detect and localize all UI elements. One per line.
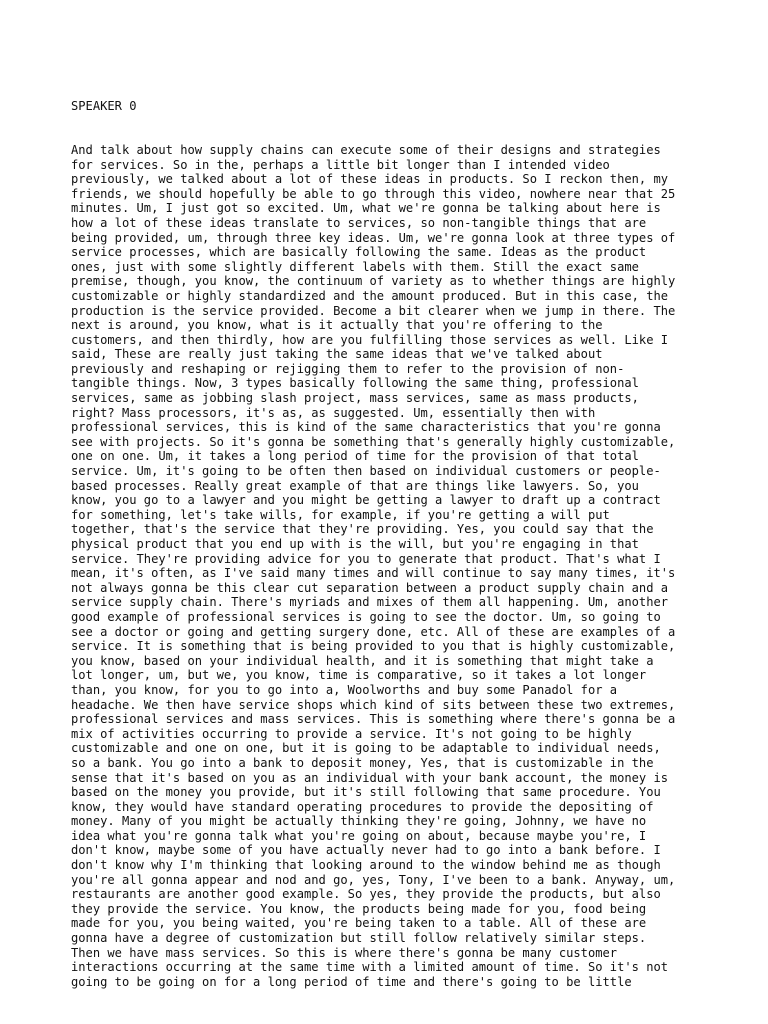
transcript-line: physical product that you end up with is the will, but you're engaging in that bbox=[71, 537, 639, 551]
transcript-line: know, they would have standard operating procedures to provide the depositing of bbox=[71, 799, 654, 814]
transcript-line: ones, just with some slightly different labels with them. Still the exact same bbox=[71, 259, 639, 274]
transcript-line: service. It is something that is being provided to you that is highly customizable, bbox=[71, 639, 676, 654]
transcript-line: previously, we talked about a lot of these ideas in products. So I reckon then, my bbox=[71, 172, 669, 187]
transcript-line: based on the money you provide, but it's still following that same procedure. You bbox=[71, 785, 661, 800]
transcript-line: right? Mass processors, it's as, as suggested. Um, essentially then with bbox=[71, 405, 596, 420]
transcript-line: production is the service provided. Become a bit clearer when we jump in there. The bbox=[71, 303, 676, 318]
transcript-line: idea what you're gonna talk what you're going on about, because maybe you're, I bbox=[71, 828, 647, 843]
transcript-line: previously and reshaping or rejigging them to refer to the provision of non- bbox=[71, 361, 625, 376]
transcript-line: services, same as jobbing slash project, mass services, same as mass products, bbox=[71, 391, 639, 406]
transcript-line: service. Um, it's going to be often then based on individual customers or people- bbox=[71, 464, 661, 479]
transcript-line: together, that's the service that they're providing. Yes, you could say that the bbox=[71, 522, 654, 537]
transcript-line: made for you, you being waited, you're being taken to a table. All of these are bbox=[71, 916, 647, 931]
transcript-line: lot longer, um, but we, you know, time is comparative, so it takes a lot longer bbox=[71, 668, 647, 683]
transcript-line: mix of activities occurring to provide a service. It's not going to be highly bbox=[71, 726, 632, 741]
transcript-line: service. They're providing advice for you to generate that product. That's what I bbox=[71, 551, 661, 566]
transcript-line: gonna have a degree of customization but still follow relatively similar steps. bbox=[71, 931, 647, 946]
transcript-line: professional services, this is kind of the same characteristics that you're gonna bbox=[71, 420, 661, 435]
transcript-line: one on one. Um, it takes a long period of time for the provision of that total bbox=[71, 449, 639, 464]
speaker-label: SPEAKER 0 bbox=[71, 99, 137, 114]
transcript-line: headache. We then have service shops which kind of sits between these two extremes, bbox=[71, 697, 676, 712]
transcript-line: premise, though, you know, the continuum of variety as to whether things are highly bbox=[71, 274, 676, 289]
transcript-line: minutes. Um, I just got so excited. Um, what we're gonna be talking about here is bbox=[71, 201, 661, 216]
transcript-line: friends, we should hopefully be able to go through this video, nowhere near that 25 bbox=[71, 186, 676, 201]
transcript-line: see with projects. So it's gonna be something that's generally highly customizable, bbox=[71, 434, 676, 449]
transcript-line: service supply chain. There's myriads and mixes of them all happening. Um, another bbox=[71, 595, 669, 610]
transcript-line: you know, based on your individual health, and it is something that might take a bbox=[71, 653, 654, 668]
transcript-line: see a doctor or going and getting surgery done, etc. All of these are examples of a bbox=[71, 624, 676, 639]
transcript-line: customizable or highly standardized and the amount produced. But in this case, the bbox=[71, 288, 669, 303]
transcript-line: for something, let's take wills, for example, if you're getting a will put bbox=[71, 507, 610, 522]
transcript-line: tangible things. Now, 3 types basically following the same thing, professional bbox=[71, 376, 639, 391]
transcript-line: customizable and one on one, but it is going to be adaptable to individual needs, bbox=[71, 741, 661, 756]
transcript-line: mean, it's often, as I've said many times and will continue to say many times, it's bbox=[71, 566, 676, 581]
transcript-line: interactions occurring at the same time with a limited amount of time. So it's not bbox=[71, 960, 669, 975]
transcript-line: so a bank. You go into a bank to deposit money, Yes, that is customizable in the bbox=[71, 755, 654, 770]
transcript-line: you're all gonna appear and nod and go, yes, Tony, I've been to a bank. Anyway, um, bbox=[71, 872, 676, 887]
transcript-line: for services. So in the, perhaps a little bit longer than I intended video bbox=[71, 157, 610, 172]
transcript-line: being provided, um, through three key ideas. Um, we're gonna look at three types of bbox=[71, 230, 676, 245]
transcript-line: not always gonna be this clear cut separation between a product supply chain and a bbox=[71, 580, 669, 595]
transcript-line: service processes, which are basically following the same. Ideas as the product bbox=[71, 245, 647, 260]
transcript-line: customers, and then thirdly, how are you fulfilling those services as well. Like I bbox=[71, 332, 669, 347]
transcript-line: they provide the service. You know, the products being made for you, food being bbox=[71, 901, 647, 916]
transcript-line: Then we have mass services. So this is where there's gonna be many customer bbox=[71, 945, 618, 960]
transcript-line: don't know why I'm thinking that looking around to the window behind me as though bbox=[71, 858, 661, 873]
transcript-line: know, you go to a lawyer and you might be getting a lawyer to draft up a contract bbox=[71, 493, 661, 508]
transcript-line: based processes. Really great example of that are things like lawyers. So, you bbox=[71, 478, 639, 493]
transcript-line: going to be going on for a long period of time and there's going to be little bbox=[71, 974, 632, 989]
transcript-line: good example of professional services is going to see the doctor. Um, so going to bbox=[71, 609, 661, 624]
transcript-line: money. Many of you might be actually thinking they're going, Johnny, we have no bbox=[71, 814, 647, 829]
transcript-lines bbox=[71, 143, 711, 989]
transcript-line: professional services and mass services. This is something where there's gonna be a bbox=[71, 712, 676, 727]
transcript-line: And talk about how supply chains can execute some of their designs and strategies bbox=[71, 142, 661, 157]
transcript-line: don't know, maybe some of you have actually never had to go into a bank before. I bbox=[71, 843, 661, 858]
transcript-line: restaurants are another good example. So yes, they provide the products, but also bbox=[71, 887, 661, 902]
transcript-line: than, you know, for you to go into a, Woolworths and buy some Panadol for a bbox=[71, 682, 618, 697]
transcript-line: said, These are really just taking the same ideas that we've talked about bbox=[71, 347, 603, 362]
transcript-body bbox=[71, 70, 711, 1019]
transcript-line: sense that it's based on you as an individual with your bank account, the money is bbox=[71, 770, 669, 785]
transcript-line: next is around, you know, what is it actually that you're offering to the bbox=[71, 318, 603, 333]
transcript-line: how a lot of these ideas translate to services, so non-tangible things that are bbox=[71, 215, 647, 230]
